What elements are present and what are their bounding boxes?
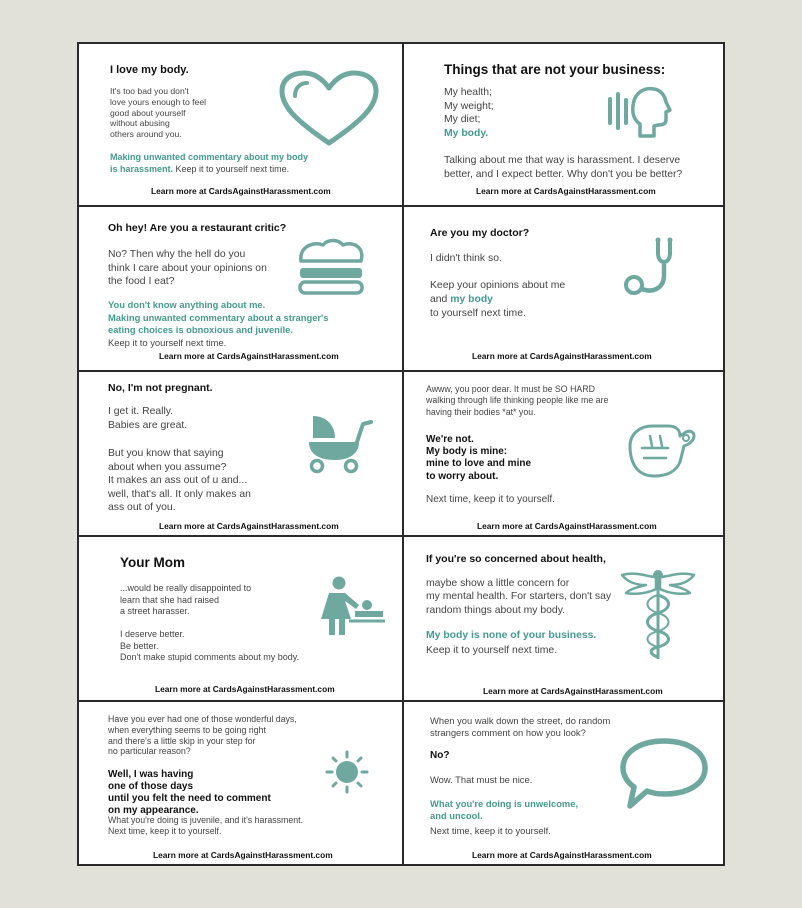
card-footer: Learn more at CardsAgainstHarassment.com: [472, 850, 652, 860]
card-heading: If you're so concerned about health,: [426, 553, 606, 565]
card-heading: No?: [430, 750, 450, 761]
stroller-icon: [305, 408, 381, 474]
speaking-head-icon: [604, 84, 672, 140]
card-not-your-business: [404, 44, 725, 205]
card-footer: Learn more at CardsAgainstHarassment.com: [159, 521, 339, 531]
card-intro: Awww, you poor dear. It must be SO HARD walking through life thinking people like me are having their bodies *at* you.: [426, 384, 609, 417]
card-body: maybe show a little concern for my mental health. For starters, don't say random things about my body.: [426, 578, 612, 616]
card-poor-dear: [404, 372, 725, 535]
card-bold: We're not. My body is mine: mine to love and mine to worry about.: [426, 434, 532, 482]
card-body: I deserve better. Be better. Don't make stupid comments about my body.: [120, 629, 300, 663]
card-body: Talking about me that way is harassment. I deserve better, and I expect better. Why don't you be better?: [444, 155, 683, 180]
card-footer: Learn more at CardsAgainstHarassment.com: [476, 186, 656, 196]
card-callout: What you're doing is unwelcome, and uncool.: [430, 798, 579, 821]
card-body: No? Then why the hell do you think I care about your opinions on the food I eat?: [108, 249, 267, 288]
card-body: Wow. That must be nice.: [430, 774, 533, 785]
card-heading: Oh hey! Are you a restaurant critic?: [108, 222, 287, 234]
stethoscope-icon: [618, 231, 688, 301]
card-body: But you know that saying about when you assume? It makes an ass out of u and... well, that's all. It only makes an ass out of you.: [108, 448, 251, 514]
card-list: My health; My weight; My diet; My body.: [444, 87, 494, 139]
speech-bubble-icon: [618, 736, 710, 812]
card-body: Keep your opinions about me and my body to yourself next time.: [430, 280, 566, 319]
card-footer: Learn more at CardsAgainstHarassment.com: [151, 186, 331, 196]
burger-icon: [295, 237, 367, 301]
card-body: ...would be really disappointed to learn that she had raised a street harasser.: [120, 583, 252, 617]
card-heading: Your Mom: [120, 555, 185, 570]
card-sheet: [77, 42, 725, 866]
card-footer: Learn more at CardsAgainstHarassment.com: [477, 521, 657, 531]
card-footer: Learn more at CardsAgainstHarassment.com: [472, 351, 652, 361]
card-body: I didn't think so.: [430, 253, 502, 264]
card-footer: Learn more at CardsAgainstHarassment.com: [155, 684, 335, 694]
card-body: It's too bad you don't love yours enough to feel good about yourself without abusing others around you.: [110, 86, 207, 140]
card-tail: Next time, keep it to yourself.: [430, 825, 551, 836]
card-concerned-about-health: [404, 537, 725, 700]
card-body: I get it. Really. Babies are great.: [108, 406, 188, 431]
card-love-my-body: [79, 44, 402, 205]
card-intro: Have you ever had one of those wonderful days, when everything seems to be going right and there's a little skip in your step for no particular reason?: [108, 714, 297, 757]
card-doctor: [404, 207, 725, 370]
card-footer: Learn more at CardsAgainstHarassment.com: [153, 850, 333, 860]
card-callout: You don't know anything about me. Making unwanted commentary about a stranger's eating choices is obnoxious and juvenile. Keep it to yourself next time.: [108, 299, 329, 348]
card-tail: Next time, keep it to yourself.: [426, 494, 555, 505]
card-bold: Well, I was having one of those days until you felt the need to comment on my appearance.: [108, 769, 271, 816]
card-walk-down-street: [404, 702, 725, 866]
heart-icon: [279, 70, 379, 148]
pointing-hand-icon: [624, 416, 698, 480]
card-restaurant-critic: [79, 207, 402, 370]
card-heading: Things that are not your business:: [444, 62, 666, 77]
card-footer: Learn more at CardsAgainstHarassment.com: [483, 686, 663, 696]
card-heading: I love my body.: [110, 64, 189, 76]
card-wonderful-days: [79, 702, 402, 866]
card-tail: Keep it to yourself next time.: [426, 645, 558, 656]
caduceus-icon: [618, 567, 698, 663]
sun-icon: [325, 750, 369, 794]
card-callout: My body is none of your business.: [426, 630, 597, 641]
card-heading: No, I'm not pregnant.: [108, 382, 213, 394]
card-footer: Learn more at CardsAgainstHarassment.com: [159, 351, 339, 361]
parent-changing-baby-icon: [315, 575, 385, 637]
card-heading: Are you my doctor?: [430, 227, 530, 239]
card-intro: When you walk down the street, do random strangers comment on how you look?: [430, 715, 611, 738]
card-not-pregnant: [79, 372, 402, 535]
card-callout: Making unwanted commentary about my body is harassment. Keep it to yourself next time.: [110, 152, 309, 174]
card-your-mom: [79, 537, 402, 700]
card-tail: What you're doing is juvenile, and it's harassment. Next time, keep it to yourself.: [108, 815, 304, 836]
